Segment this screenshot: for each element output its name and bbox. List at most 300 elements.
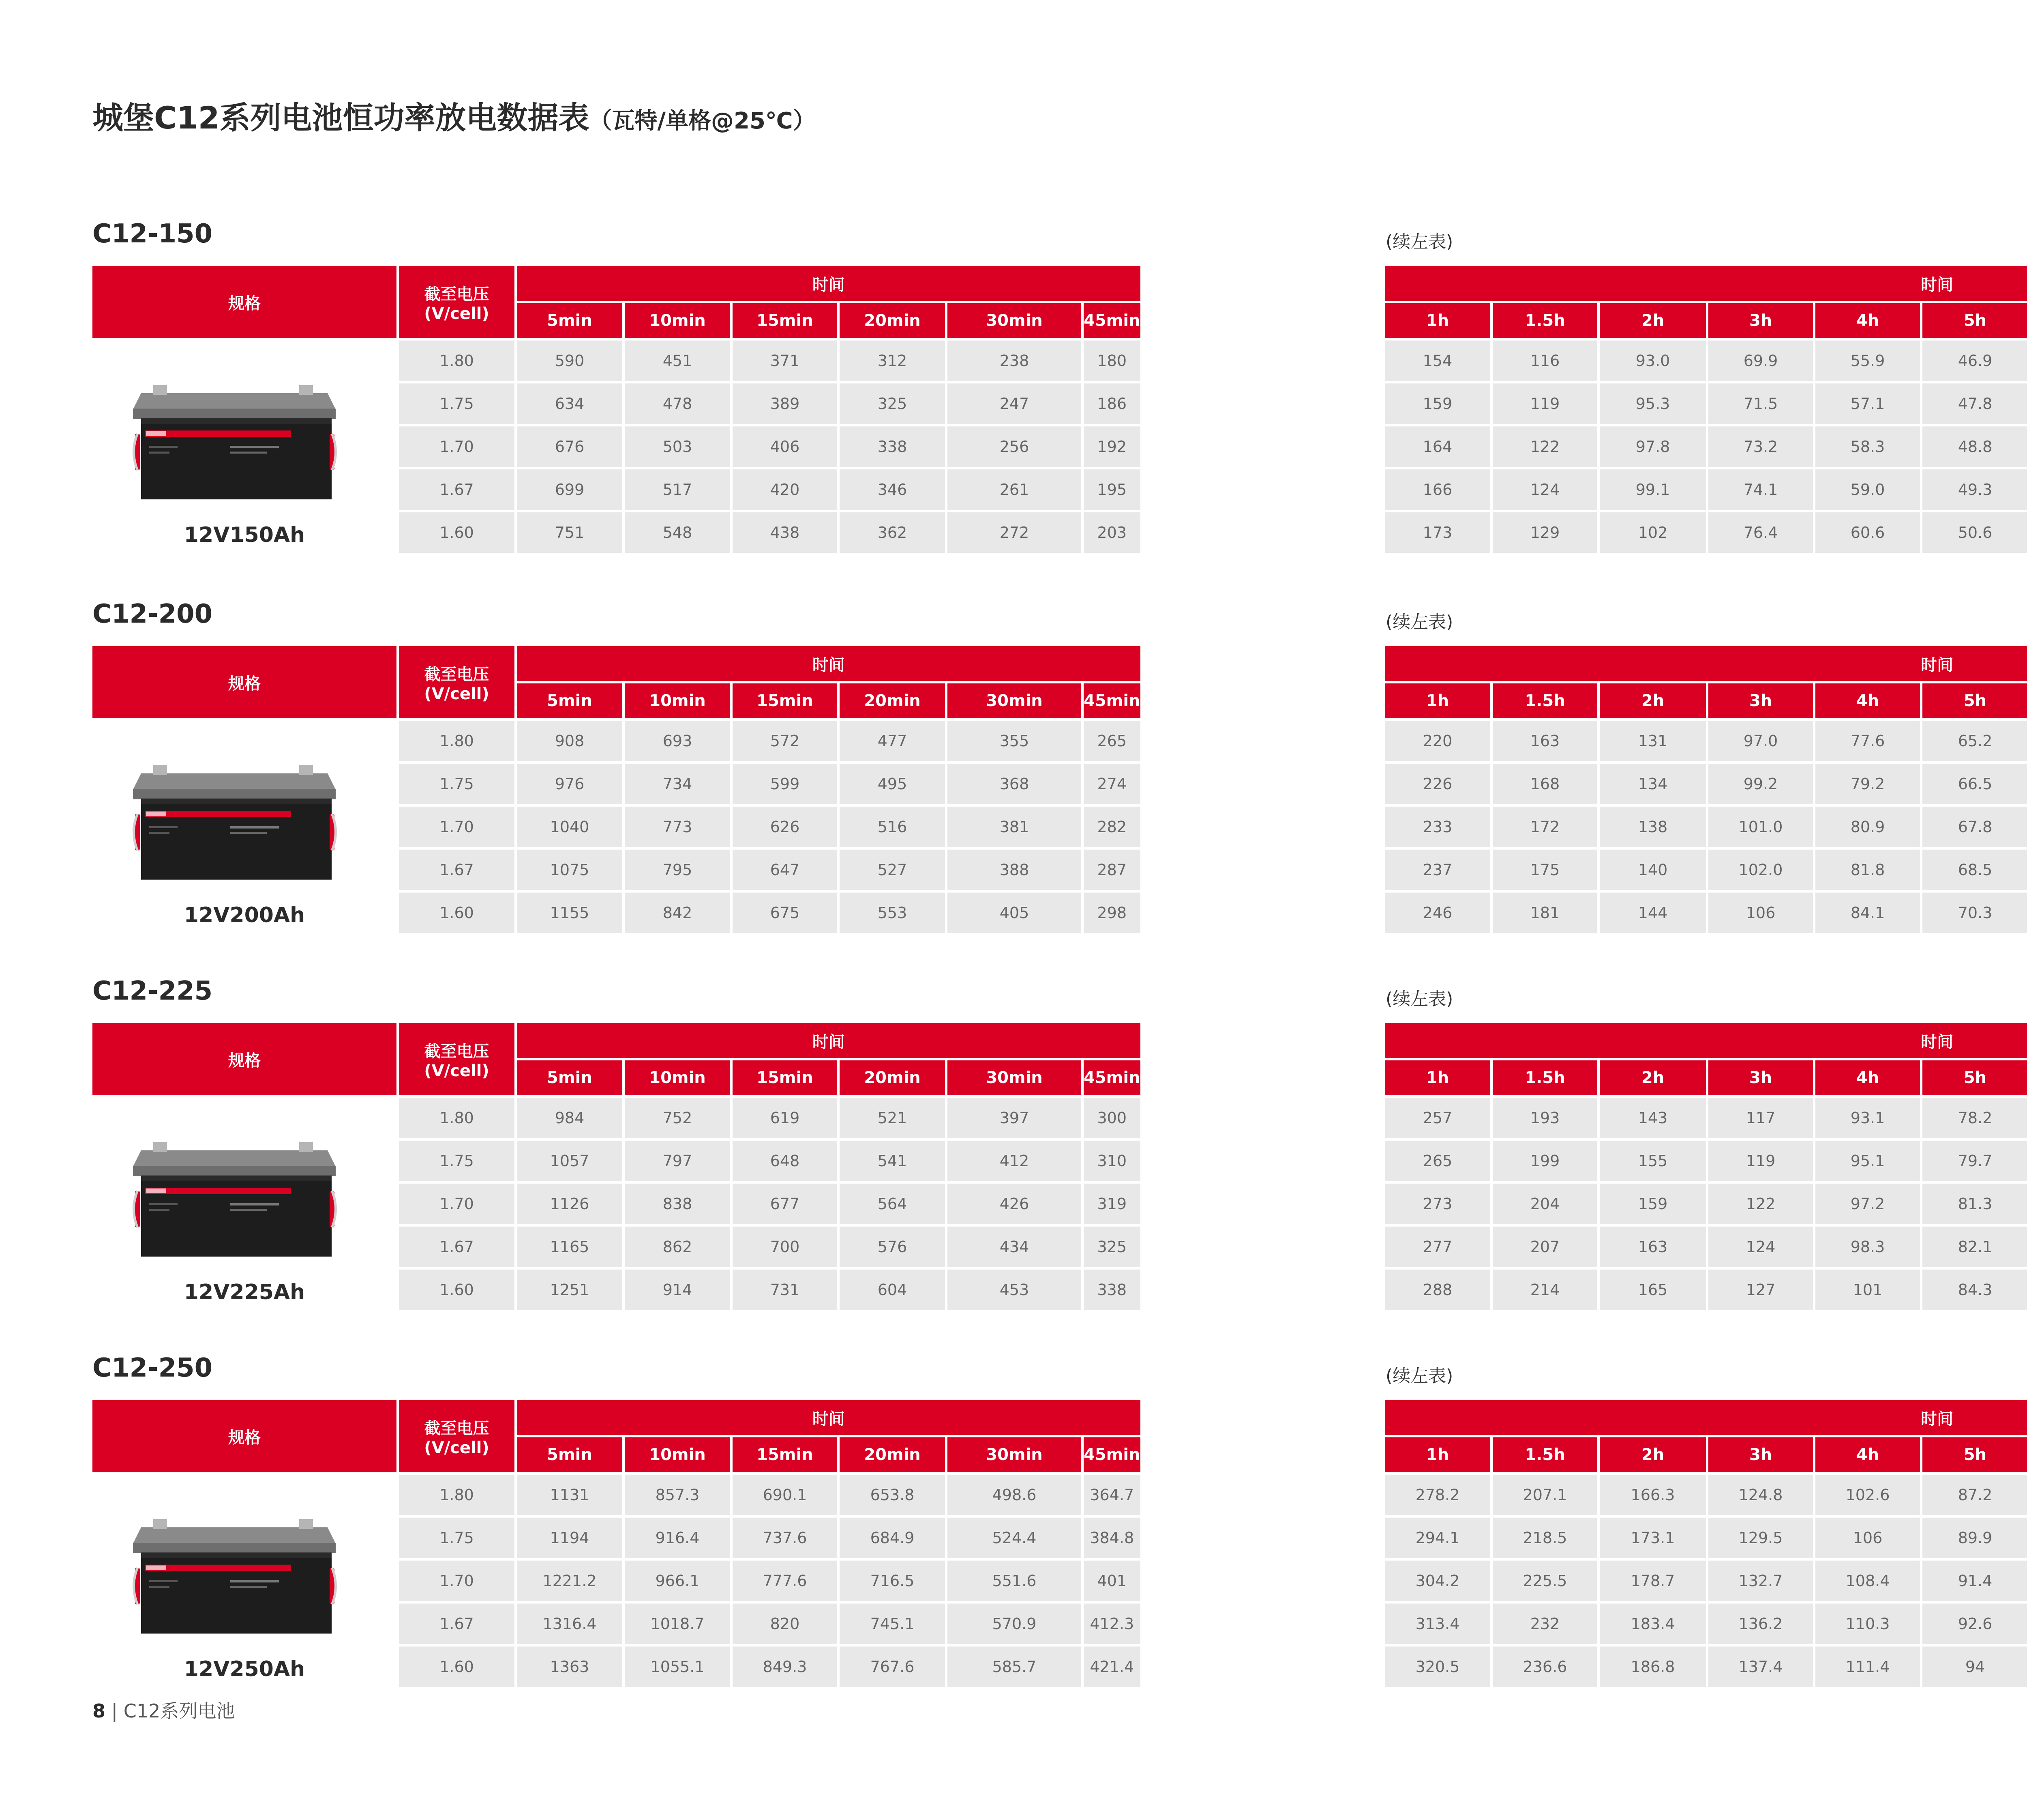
spec-cell [92, 1098, 396, 1310]
discharge-table-left [90, 644, 1143, 936]
power-cell: 273 [1385, 1184, 1490, 1224]
time-column-header: 2h [1600, 303, 1706, 338]
time-column-header: 45min [1084, 1437, 1140, 1472]
power-cell: 92.6 [1922, 1604, 2027, 1644]
power-cell: 1251 [517, 1270, 622, 1310]
power-cell: 647 [733, 850, 837, 890]
power-cell: 124 [1708, 1227, 1813, 1267]
voltage-cell: 1.75 [399, 764, 514, 804]
power-cell: 976 [517, 764, 622, 804]
power-cell: 238 [947, 340, 1081, 381]
power-cell: 192 [1084, 426, 1140, 467]
table-row [1385, 512, 2027, 553]
power-cell: 734 [625, 764, 730, 804]
power-cell: 451 [625, 340, 730, 381]
power-cell: 67.8 [1922, 807, 2027, 847]
table-row [1385, 1647, 2027, 1687]
power-cell: 95.3 [1600, 383, 1706, 424]
power-cell: 76.4 [1708, 512, 1813, 553]
power-cell: 99.1 [1600, 469, 1706, 510]
power-cell: 716.5 [840, 1561, 945, 1601]
power-cell: 346 [840, 469, 945, 510]
power-cell: 313.4 [1385, 1604, 1490, 1644]
power-cell: 178.7 [1600, 1561, 1706, 1601]
time-column-header: 3h [1708, 683, 1813, 718]
table-row [92, 340, 1140, 381]
power-cell: 524.4 [947, 1518, 1081, 1558]
power-cell: 551.6 [947, 1561, 1081, 1601]
power-cell: 186.8 [1600, 1647, 1706, 1687]
time-header: 时间 [1385, 646, 2027, 681]
table-row [1385, 893, 2027, 933]
power-cell: 420 [733, 469, 837, 510]
power-cell: 700 [733, 1227, 837, 1267]
cutoff-voltage-unit: (V/cell) [424, 1061, 489, 1080]
power-cell: 246 [1385, 893, 1490, 933]
power-cell: 50.6 [1922, 512, 2027, 553]
cutoff-voltage-header [399, 1023, 514, 1095]
power-cell: 653.8 [840, 1475, 945, 1515]
continued-label: (续左表) [1386, 1366, 1453, 1386]
power-cell: 132.7 [1708, 1561, 1813, 1601]
power-cell: 101 [1815, 1270, 1920, 1310]
power-cell: 168 [1493, 764, 1597, 804]
power-cell: 193 [1493, 1098, 1597, 1138]
power-cell: 57.1 [1815, 383, 1920, 424]
power-cell: 203 [1084, 512, 1140, 553]
power-cell: 97.2 [1815, 1184, 1920, 1224]
power-cell: 384.8 [1084, 1518, 1140, 1558]
power-cell: 619 [733, 1098, 837, 1138]
power-cell: 59.0 [1815, 469, 1920, 510]
cutoff-voltage-label: 截至电压 [424, 285, 489, 304]
power-cell: 752 [625, 1098, 730, 1138]
power-cell: 236.6 [1493, 1647, 1597, 1687]
power-cell: 247 [947, 383, 1081, 424]
power-cell: 553 [840, 893, 945, 933]
voltage-cell: 1.70 [399, 426, 514, 467]
power-cell: 102 [1600, 512, 1706, 553]
time-column-header: 30min [947, 1060, 1081, 1095]
power-cell: 173.1 [1600, 1518, 1706, 1558]
time-column-header: 15min [733, 303, 837, 338]
page-title-main: 城堡C12系列电池恒功率放电数据表 [92, 100, 589, 136]
power-cell: 849.3 [733, 1647, 837, 1687]
power-cell: 237 [1385, 850, 1490, 890]
time-column-header: 45min [1084, 303, 1140, 338]
voltage-cell: 1.67 [399, 469, 514, 510]
time-column-header: 4h [1815, 1437, 1920, 1472]
header-row [92, 646, 1140, 681]
power-cell: 214 [1493, 1270, 1597, 1310]
power-cell: 1155 [517, 893, 622, 933]
power-cell: 1363 [517, 1647, 622, 1687]
time-header: 时间 [517, 1400, 1140, 1435]
discharge-table-left [90, 263, 1143, 555]
power-cell: 122 [1708, 1184, 1813, 1224]
voltage-cell: 1.75 [399, 1518, 514, 1558]
table-row [1385, 1604, 2027, 1644]
table-row [1385, 1270, 2027, 1310]
table-row [1385, 1475, 2027, 1515]
power-cell: 106 [1708, 893, 1813, 933]
power-cell: 527 [840, 850, 945, 890]
table-row [1385, 1227, 2027, 1267]
power-cell: 1040 [517, 807, 622, 847]
footer-left-page-number: 8 [92, 1700, 106, 1722]
discharge-table-right [1382, 263, 2027, 555]
time-column-header: 1.5h [1493, 303, 1597, 338]
header-row [92, 266, 1140, 301]
power-cell: 164 [1385, 426, 1490, 467]
time-column-header: 5h [1922, 1437, 2027, 1472]
table-row [1385, 721, 2027, 761]
power-cell: 95.1 [1815, 1141, 1920, 1181]
power-cell: 78.2 [1922, 1098, 2027, 1138]
power-cell: 80.9 [1815, 807, 1920, 847]
time-column-header: 4h [1815, 1060, 1920, 1095]
power-cell: 47.8 [1922, 383, 2027, 424]
power-cell: 684.9 [840, 1518, 945, 1558]
power-cell: 181 [1493, 893, 1597, 933]
power-cell: 371 [733, 340, 837, 381]
time-header: 时间 [1385, 1400, 2027, 1435]
power-cell: 521 [840, 1098, 945, 1138]
power-cell: 91.4 [1922, 1561, 2027, 1601]
power-cell: 604 [840, 1270, 945, 1310]
power-cell: 82.1 [1922, 1227, 2027, 1267]
power-cell: 225.5 [1493, 1561, 1597, 1601]
power-cell: 261 [947, 469, 1081, 510]
power-cell: 129.5 [1708, 1518, 1813, 1558]
power-cell: 81.3 [1922, 1184, 2027, 1224]
power-cell: 159 [1600, 1184, 1706, 1224]
voltage-cell: 1.60 [399, 512, 514, 553]
power-cell: 89.9 [1922, 1518, 2027, 1558]
table-row [92, 1098, 1140, 1138]
voltage-cell: 1.67 [399, 1227, 514, 1267]
power-cell: 412.3 [1084, 1604, 1140, 1644]
power-cell: 381 [947, 807, 1081, 847]
battery-image [125, 1503, 344, 1637]
time-column-header: 5min [517, 1060, 622, 1095]
time-column-header: 1.5h [1493, 1437, 1597, 1472]
time-column-header: 4h [1815, 683, 1920, 718]
power-cell: 232 [1493, 1604, 1597, 1644]
power-cell: 195 [1084, 469, 1140, 510]
header-row [1385, 646, 2027, 681]
power-cell: 453 [947, 1270, 1081, 1310]
header-row [1385, 266, 2027, 301]
voltage-cell: 1.80 [399, 721, 514, 761]
power-cell: 477 [840, 721, 945, 761]
power-cell: 908 [517, 721, 622, 761]
power-cell: 165 [1600, 1270, 1706, 1310]
power-cell: 1165 [517, 1227, 622, 1267]
discharge-table-right [1382, 1398, 2027, 1689]
cutoff-voltage-label: 截至电压 [424, 665, 489, 684]
page-title-suffix: （瓦特/单格@25℃） [589, 108, 816, 134]
time-column-header: 2h [1600, 683, 1706, 718]
table-row [1385, 426, 2027, 467]
battery-spec-label: 12V225Ah [184, 1280, 305, 1304]
power-cell: 675 [733, 893, 837, 933]
power-cell: 338 [840, 426, 945, 467]
time-column-header: 1h [1385, 683, 1490, 718]
time-column-header: 30min [947, 683, 1081, 718]
power-cell: 842 [625, 893, 730, 933]
cutoff-voltage-label: 截至电压 [424, 1419, 489, 1438]
power-cell: 256 [947, 426, 1081, 467]
table-row [1385, 340, 2027, 381]
power-cell: 1194 [517, 1518, 622, 1558]
power-cell: 517 [625, 469, 730, 510]
power-cell: 84.3 [1922, 1270, 2027, 1310]
discharge-table-right [1382, 1021, 2027, 1313]
power-cell: 405 [947, 893, 1081, 933]
power-cell: 159 [1385, 383, 1490, 424]
time-column-header: 15min [733, 1060, 837, 1095]
voltage-cell: 1.80 [399, 1098, 514, 1138]
power-cell: 186 [1084, 383, 1140, 424]
spec-header: 规格 [92, 266, 396, 338]
power-cell: 1126 [517, 1184, 622, 1224]
power-cell: 124.8 [1708, 1475, 1813, 1515]
time-column-header: 3h [1708, 1437, 1813, 1472]
power-cell: 570.9 [947, 1604, 1081, 1644]
power-cell: 175 [1493, 850, 1597, 890]
power-cell: 541 [840, 1141, 945, 1181]
power-cell: 564 [840, 1184, 945, 1224]
power-cell: 797 [625, 1141, 730, 1181]
power-cell: 319 [1084, 1184, 1140, 1224]
power-cell: 1221.2 [517, 1561, 622, 1601]
power-cell: 397 [947, 1098, 1081, 1138]
power-cell: 49.3 [1922, 469, 2027, 510]
power-cell: 207.1 [1493, 1475, 1597, 1515]
power-cell: 77.6 [1815, 721, 1920, 761]
power-cell: 693 [625, 721, 730, 761]
time-columns-row [1385, 303, 2027, 338]
time-column-header: 5min [517, 1437, 622, 1472]
header-row [1385, 1023, 2027, 1058]
power-cell: 144 [1600, 893, 1706, 933]
power-cell: 368 [947, 764, 1081, 804]
table-row [1385, 383, 2027, 424]
time-column-header: 2h [1600, 1060, 1706, 1095]
power-cell: 265 [1385, 1141, 1490, 1181]
spec-header: 规格 [92, 1023, 396, 1095]
power-cell: 288 [1385, 1270, 1490, 1310]
table-row [1385, 1141, 2027, 1181]
time-header: 时间 [517, 1023, 1140, 1058]
voltage-cell: 1.75 [399, 383, 514, 424]
power-cell: 1131 [517, 1475, 622, 1515]
power-cell: 111.4 [1815, 1647, 1920, 1687]
table-row [1385, 469, 2027, 510]
power-cell: 984 [517, 1098, 622, 1138]
power-cell: 282 [1084, 807, 1140, 847]
power-cell: 795 [625, 850, 730, 890]
header-row [92, 1023, 1140, 1058]
header-row [1385, 1400, 2027, 1435]
power-cell: 310 [1084, 1141, 1140, 1181]
power-cell: 548 [625, 512, 730, 553]
voltage-cell: 1.60 [399, 1270, 514, 1310]
power-cell: 401 [1084, 1561, 1140, 1601]
voltage-cell: 1.80 [399, 340, 514, 381]
power-cell: 966.1 [625, 1561, 730, 1601]
power-cell: 68.5 [1922, 850, 2027, 890]
time-column-header: 1.5h [1493, 683, 1597, 718]
time-column-header: 45min [1084, 1060, 1140, 1095]
power-cell: 233 [1385, 807, 1490, 847]
power-cell: 412 [947, 1141, 1081, 1181]
voltage-cell: 1.80 [399, 1475, 514, 1515]
power-cell: 274 [1084, 764, 1140, 804]
model-title: C12-250 [92, 1353, 213, 1383]
power-cell: 143 [1600, 1098, 1706, 1138]
power-cell: 124 [1493, 469, 1597, 510]
power-cell: 119 [1493, 383, 1597, 424]
table-row [92, 1475, 1140, 1515]
power-cell: 626 [733, 807, 837, 847]
power-cell: 690.1 [733, 1475, 837, 1515]
power-cell: 1316.4 [517, 1604, 622, 1644]
time-header: 时间 [1385, 266, 2027, 301]
power-cell: 116 [1493, 340, 1597, 381]
power-cell: 117 [1708, 1098, 1813, 1138]
power-cell: 98.3 [1815, 1227, 1920, 1267]
power-cell: 599 [733, 764, 837, 804]
cutoff-voltage-unit: (V/cell) [424, 1438, 489, 1457]
power-cell: 70.3 [1922, 893, 2027, 933]
power-cell: 131 [1600, 721, 1706, 761]
time-column-header: 3h [1708, 303, 1813, 338]
power-cell: 278.2 [1385, 1475, 1490, 1515]
continued-label: (续左表) [1386, 989, 1453, 1009]
power-cell: 74.1 [1708, 469, 1813, 510]
time-column-header: 4h [1815, 303, 1920, 338]
power-cell: 777.6 [733, 1561, 837, 1601]
cutoff-voltage-header [399, 1400, 514, 1472]
power-cell: 97.0 [1708, 721, 1813, 761]
power-cell: 71.5 [1708, 383, 1813, 424]
power-cell: 154 [1385, 340, 1490, 381]
voltage-cell: 1.60 [399, 1647, 514, 1687]
power-cell: 438 [733, 512, 837, 553]
cutoff-voltage-unit: (V/cell) [424, 304, 489, 323]
power-cell: 129 [1493, 512, 1597, 553]
header-row [92, 1400, 1140, 1435]
model-title: C12-200 [92, 599, 213, 629]
time-column-header: 15min [733, 1437, 837, 1472]
power-cell: 137.4 [1708, 1647, 1813, 1687]
power-cell: 134 [1600, 764, 1706, 804]
power-cell: 166 [1385, 469, 1490, 510]
spec-header: 规格 [92, 646, 396, 718]
power-cell: 102.0 [1708, 850, 1813, 890]
power-cell: 576 [840, 1227, 945, 1267]
time-column-header: 5min [517, 303, 622, 338]
power-cell: 338 [1084, 1270, 1140, 1310]
power-cell: 93.1 [1815, 1098, 1920, 1138]
power-cell: 163 [1600, 1227, 1706, 1267]
power-cell: 634 [517, 383, 622, 424]
spec-cell [92, 1475, 396, 1687]
discharge-table-right [1382, 644, 2027, 936]
continued-label: (续左表) [1386, 612, 1453, 632]
battery-image [125, 369, 344, 503]
power-cell: 102.6 [1815, 1475, 1920, 1515]
battery-image [125, 749, 344, 883]
spec-header: 规格 [92, 1400, 396, 1472]
power-cell: 1018.7 [625, 1604, 730, 1644]
power-cell: 699 [517, 469, 622, 510]
footer-left: 8 | C12系列电池 [92, 1700, 235, 1722]
battery-spec-label: 12V250Ah [184, 1657, 305, 1681]
time-column-header: 5h [1922, 683, 2027, 718]
time-column-header: 1.5h [1493, 1060, 1597, 1095]
time-columns-row [1385, 1060, 2027, 1095]
power-cell: 751 [517, 512, 622, 553]
time-header: 时间 [517, 646, 1140, 681]
power-cell: 79.7 [1922, 1141, 2027, 1181]
power-cell: 421.4 [1084, 1647, 1140, 1687]
page-title [92, 93, 816, 137]
voltage-cell: 1.60 [399, 893, 514, 933]
time-columns-row [1385, 1437, 2027, 1472]
power-cell: 516 [840, 807, 945, 847]
power-cell: 287 [1084, 850, 1140, 890]
power-cell: 94 [1922, 1647, 2027, 1687]
power-cell: 277 [1385, 1227, 1490, 1267]
footer-left-text: C12系列电池 [123, 1700, 235, 1722]
table-row [1385, 1098, 2027, 1138]
power-cell: 572 [733, 721, 837, 761]
time-column-header: 10min [625, 683, 730, 718]
power-cell: 138 [1600, 807, 1706, 847]
power-cell: 183.4 [1600, 1604, 1706, 1644]
power-cell: 389 [733, 383, 837, 424]
power-cell: 677 [733, 1184, 837, 1224]
voltage-cell: 1.67 [399, 1604, 514, 1644]
power-cell: 101.0 [1708, 807, 1813, 847]
time-column-header: 45min [1084, 683, 1140, 718]
power-cell: 99.2 [1708, 764, 1813, 804]
power-cell: 108.4 [1815, 1561, 1920, 1601]
cutoff-voltage-header [399, 266, 514, 338]
power-cell: 745.1 [840, 1604, 945, 1644]
power-cell: 220 [1385, 721, 1490, 761]
time-column-header: 5min [517, 683, 622, 718]
power-cell: 737.6 [733, 1518, 837, 1558]
power-cell: 69.9 [1708, 340, 1813, 381]
power-cell: 272 [947, 512, 1081, 553]
time-column-header: 15min [733, 683, 837, 718]
time-column-header: 10min [625, 1437, 730, 1472]
spec-cell [92, 721, 396, 933]
power-cell: 478 [625, 383, 730, 424]
time-column-header: 30min [947, 1437, 1081, 1472]
power-cell: 166.3 [1600, 1475, 1706, 1515]
table-row [1385, 807, 2027, 847]
time-header: 时间 [1385, 1023, 2027, 1058]
power-cell: 434 [947, 1227, 1081, 1267]
power-cell: 207 [1493, 1227, 1597, 1267]
power-cell: 79.2 [1815, 764, 1920, 804]
voltage-cell: 1.75 [399, 1141, 514, 1181]
